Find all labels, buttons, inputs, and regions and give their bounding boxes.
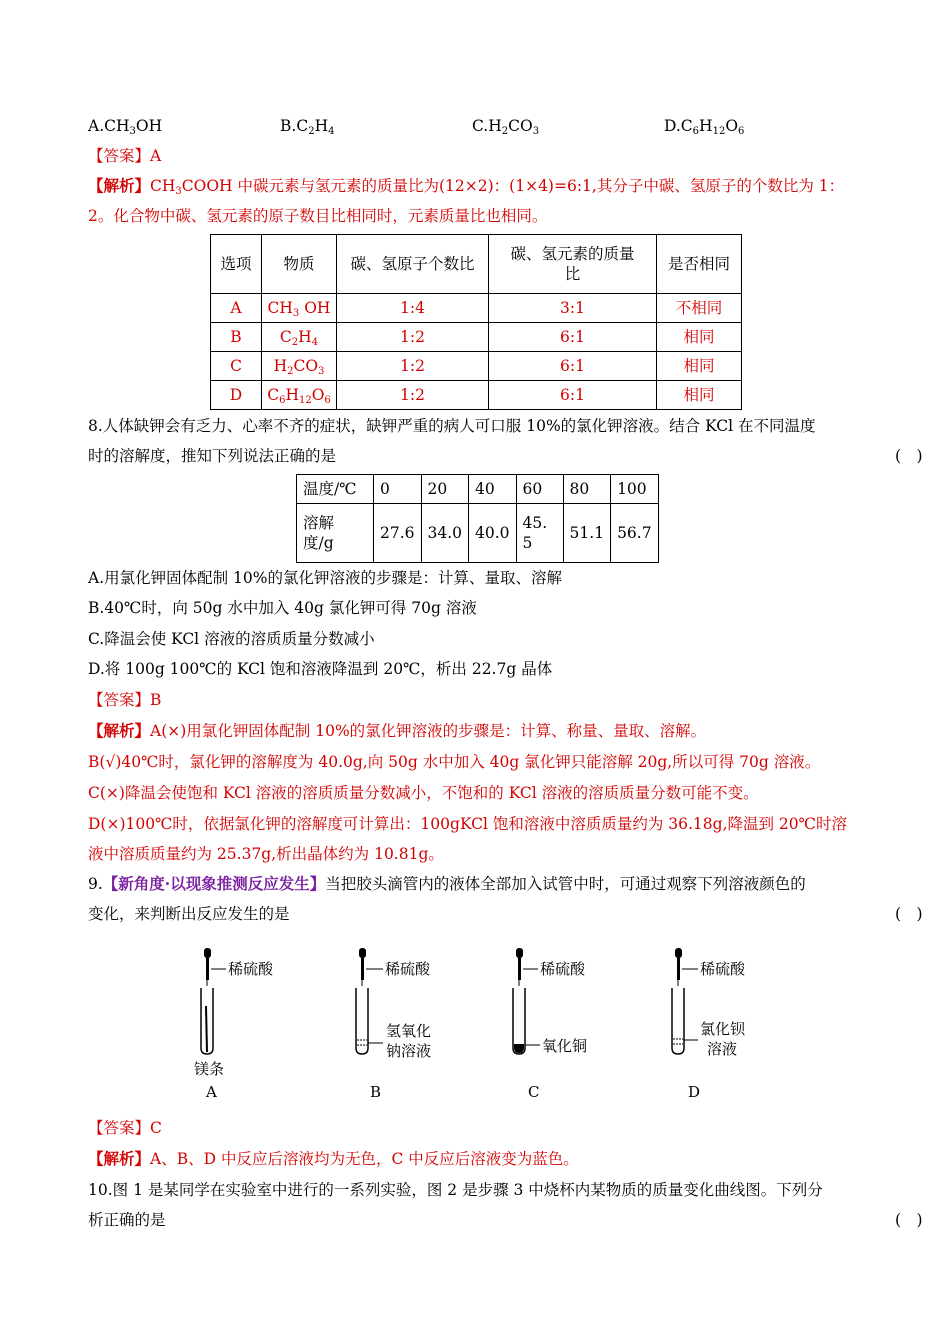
analysis-text: $CH_3COOH$ 中碳元素与氢元素的质量比为(12×2)：(1×4)=6:1,其分子中碳、氢原子的个数比为 1：	[150, 177, 845, 197]
svg-text:氯化钡: 氯化钡	[700, 1020, 746, 1038]
option-d: $D.C_6H_{12}O_6$	[664, 117, 745, 137]
q8-option-b: B.40℃时，向 50g 水中加入 40g 氯化钾可得 70g 溶液	[88, 599, 477, 617]
option-a: $A.CH_3OH$	[88, 117, 163, 137]
table-row: B $C_2H_4$ 1:2 6:1 相同	[211, 323, 742, 352]
svg-text:C: C	[528, 1083, 540, 1101]
svg-text:稀硫酸: 稀硫酸	[540, 960, 586, 978]
q10-answer-paren: ( )	[895, 1211, 923, 1229]
q8-analysis-d1: D(×)100℃时，依据氯化钾的溶解度可计算出：100gKCl 饱和溶液中溶质质量约为 36.18g,降温到 20℃时溶	[88, 815, 847, 833]
setup-a	[194, 948, 274, 1101]
svg-text:氢氧化: 氢氧化	[386, 1022, 432, 1040]
setup-b	[356, 948, 431, 1101]
svg-text:溶液: 溶液	[707, 1040, 738, 1058]
th-substance: 物质	[262, 235, 337, 294]
q9-answer: 【答案】C	[88, 1119, 162, 1137]
setup-c	[513, 948, 587, 1101]
svg-text:稀硫酸: 稀硫酸	[228, 960, 274, 978]
q8-answer: 【答案】B	[88, 691, 162, 709]
th-mass-ratio: 碳、氢元素的质量 比	[489, 235, 657, 294]
q7-analysis-line2: 2。化合物中碳、氢元素的原子数目比相同时，元素质量比也相同。	[88, 207, 548, 225]
temp-label: 温度/℃	[297, 475, 374, 504]
svg-text:B: B	[370, 1083, 382, 1101]
q8-analysis-a: 【解析】A(×)用氯化钾固体配制 10%的氯化钾溶液的步骤是：计算、称量、量取、溶解。	[88, 721, 707, 740]
q8-analysis-c: C(×)降温会使饱和 KCl 溶液的溶质质量分数减小，不饱和的 KCl 溶液的溶质质量分数可能不变。	[88, 784, 759, 802]
setup-d	[672, 948, 746, 1101]
svg-text:氧化铜: 氧化铜	[542, 1037, 588, 1055]
svg-text:D: D	[688, 1083, 701, 1101]
q10-stem-line2: 析正确的是	[88, 1211, 166, 1229]
q7-analysis-line1	[88, 176, 844, 196]
ratio-table	[210, 234, 742, 410]
q9-stem-line2: 变化，来判断出反应发生的是	[88, 905, 290, 923]
q8-option-d: D.将 100g 100℃的 KCl 饱和溶液降温到 20℃，析出 22.7g 晶体	[88, 660, 553, 678]
table-row: C $H_2CO_3$ 1:2 6:1 相同	[211, 352, 742, 381]
th-option: 选项	[211, 235, 262, 294]
svg-text:稀硫酸: 稀硫酸	[385, 960, 431, 978]
table-row: A $CH_3$ OH 1:4 3:1 不相同	[211, 294, 742, 323]
q8-analysis-d2: 液中溶质质量约为 25.37g,析出晶体约为 10.81g。	[88, 845, 444, 863]
svg-text:A: A	[206, 1083, 217, 1101]
svg-text:钠溶液: 钠溶液	[386, 1042, 432, 1060]
q7-answer: 【答案】A	[88, 147, 162, 165]
option-c: $C.H_2CO_3$	[472, 117, 540, 137]
new-angle-tag: 【新角度·以现象推测反应发生】	[102, 874, 326, 893]
q8-stem-line1: 8.人体缺钾会有乏力、心率不齐的症状，缺钾严重的病人可口服 10%的氯化钾溶液。结合 KCl 在不同温度	[88, 417, 816, 435]
q10-stem-line1: 10.图 1 是某同学在实验室中进行的一系列实验，图 2 是步骤 3 中烧杯内某物质的质量变化曲线图。下列分	[88, 1181, 823, 1199]
th-same: 是否相同	[657, 235, 742, 294]
q8-option-c: C.降温会使 KCl 溶液的溶质质量分数减小	[88, 630, 375, 648]
analysis-tag: 【解析】	[88, 176, 151, 195]
q8-option-a: A.用氯化钾固体配制 10%的氯化钾溶液的步骤是：计算、量取、溶解	[88, 569, 563, 587]
solubility-table: 温度/℃ 0 20 40 60 80 100 溶解 度/g 27.6 34.0 40.0 45. 5 51.1 56.7	[296, 474, 659, 563]
table-row: D $C_6H_{12}O_6$ 1:2 6:1 相同	[211, 381, 742, 410]
th-atom-ratio: 碳、氢原子个数比	[337, 235, 489, 294]
q8-answer-paren: ( )	[895, 447, 923, 465]
option-b: $B.C_2H_4$	[280, 117, 335, 137]
q9-answer-paren: ( )	[895, 905, 923, 923]
q9-analysis: 【解析】A、B、D 中反应后溶液均为无色，C 中反应后溶液变为蓝色。	[88, 1149, 579, 1168]
solubility-label: 溶解 度/g	[297, 504, 374, 563]
svg-text:稀硫酸: 稀硫酸	[700, 960, 746, 978]
value-60: 45. 5	[516, 504, 563, 563]
svg-text:镁条: 镁条	[194, 1060, 225, 1078]
q9-stem-line1: 9.【新角度·以现象推测反应发生】当把胶头滴管内的液体全部加入试管中时，可通过观察下列溶液颜色的	[88, 874, 806, 893]
q8-stem-line2: 时的溶解度，推知下列说法正确的是	[88, 447, 337, 465]
test-tube-figure	[180, 940, 780, 1110]
q8-analysis-b: B(√)40℃时，氯化钾的溶解度为 40.0g,向 50g 水中加入 40g 氯化钾只能溶解 20g,所以可得 70g 溶液。	[88, 753, 821, 771]
